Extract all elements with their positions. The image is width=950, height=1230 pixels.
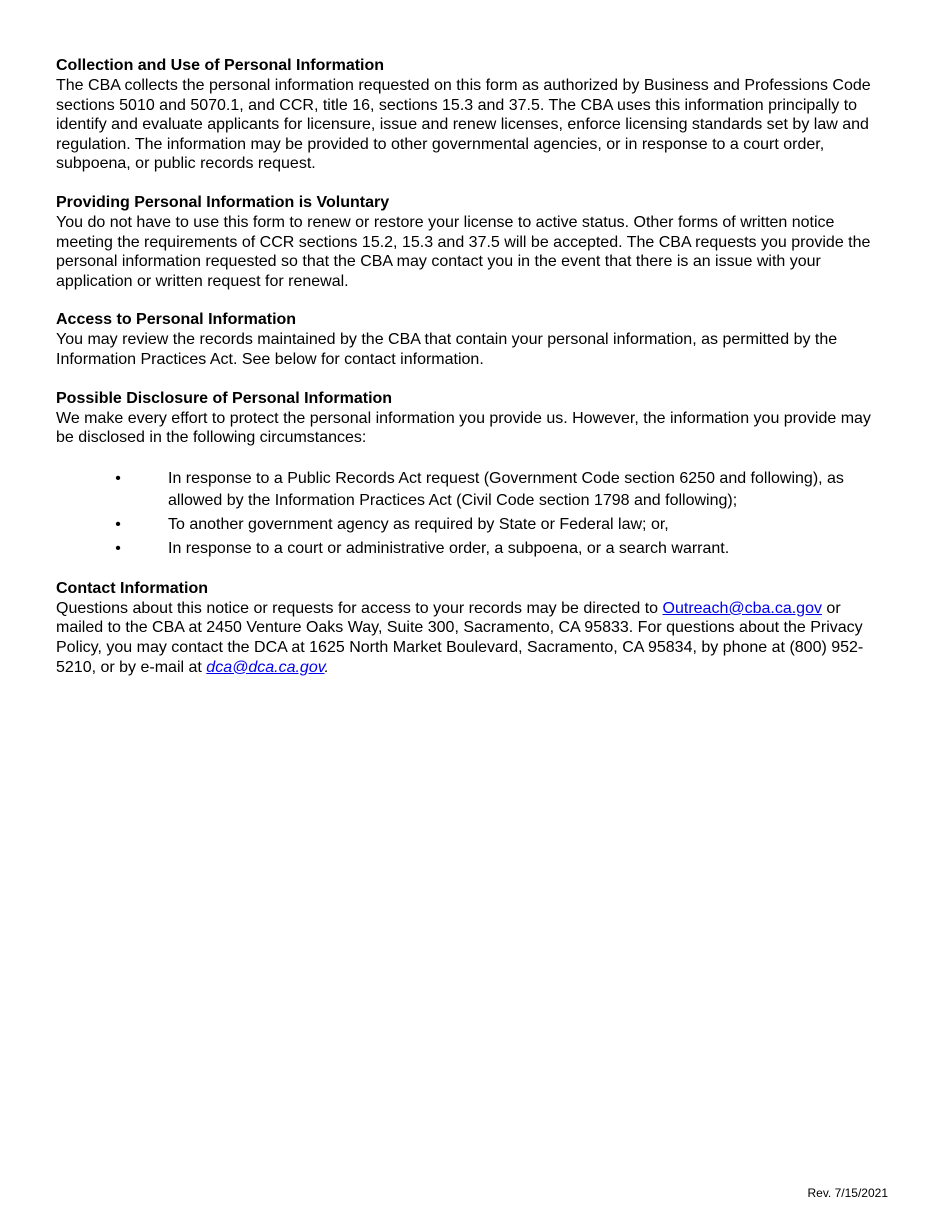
list-item-text: To another government agency as required by State or Federal law; or, — [168, 515, 669, 533]
outreach-email-link[interactable]: Outreach@cba.ca.gov — [662, 599, 822, 617]
section-paragraph: You may review the records maintained by the CBA that contain your personal information, as permitted by the Information Practices Act. See below for contact information. — [56, 331, 838, 368]
paragraph-text: . — [324, 658, 329, 676]
bullet-icon: • — [115, 469, 121, 487]
section-contact-information — [56, 579, 892, 677]
section-possible-disclosure — [56, 389, 892, 560]
section-heading: Contact Information — [56, 579, 208, 597]
bullet-icon: • — [115, 539, 121, 557]
privacy-notice-document — [56, 56, 892, 696]
paragraph-text: Questions about this notice or requests for access to your records may be directed to — [56, 599, 663, 617]
disclosure-bullet-list — [56, 468, 892, 560]
section-access — [56, 310, 892, 369]
list-item — [56, 514, 892, 536]
section-heading: Access to Personal Information — [56, 311, 297, 329]
section-heading: Collection and Use of Personal Information — [56, 57, 385, 74]
dca-email-link[interactable]: dca@dca.ca.gov — [206, 658, 325, 676]
section-paragraph — [56, 599, 892, 677]
list-item — [56, 538, 892, 560]
paragraph-text: or mailed to the CBA at 2450 Venture Oaks Way, Suite 300, Sacramento, CA 95833. For questions about the Privacy Policy, you may contact the DCA at 1625 North Market Boulevard, Sacramento, CA 95834, by phone at (800) 952-5210, or by e-mail at — [56, 599, 864, 676]
section-providing-voluntary — [56, 193, 892, 291]
section-paragraph: You do not have to use this form to renew or restore your license to active status. Other forms of written notice meeting the requirements of CCR sections 15.2, 15.3 and 37.5 will be accepted. The CBA requests you provide the personal information requested so that the CBA may contact you in the event that there is an issue with your application or written request for renewal. — [56, 213, 871, 290]
section-heading: Possible Disclosure of Personal Information — [56, 389, 393, 407]
bullet-icon: • — [115, 515, 121, 533]
list-item-text: In response to a Public Records Act request (Government Code section 6250 and following), as allowed by the Information Practices Act (Civil Code section 1798 and following); — [168, 469, 844, 509]
section-collection-and-use — [56, 56, 892, 174]
section-paragraph: We make every effort to protect the personal information you provide us. However, the information you provide may be disclosed in the following circumstances: — [56, 409, 871, 447]
list-item-text: In response to a court or administrative order, a subpoena, or a search warrant. — [168, 539, 730, 557]
list-item — [56, 468, 892, 512]
revision-date: Rev. 7/15/2021 — [807, 1186, 888, 1200]
section-heading: Providing Personal Information is Voluntary — [56, 193, 390, 211]
section-paragraph: The CBA collects the personal information requested on this form as authorized by Business and Professions Code sections 5010 and 5070.1, and CCR, title 16, sections 15.3 and 37.5. The CBA uses this information principally to identify and evaluate applicants for licensure, issue and renew licenses, enforce licensing standards set by law and regulation. The information may be provided to other governmental agencies, or in response to a court order, subpoena, or public records request. — [56, 77, 871, 173]
